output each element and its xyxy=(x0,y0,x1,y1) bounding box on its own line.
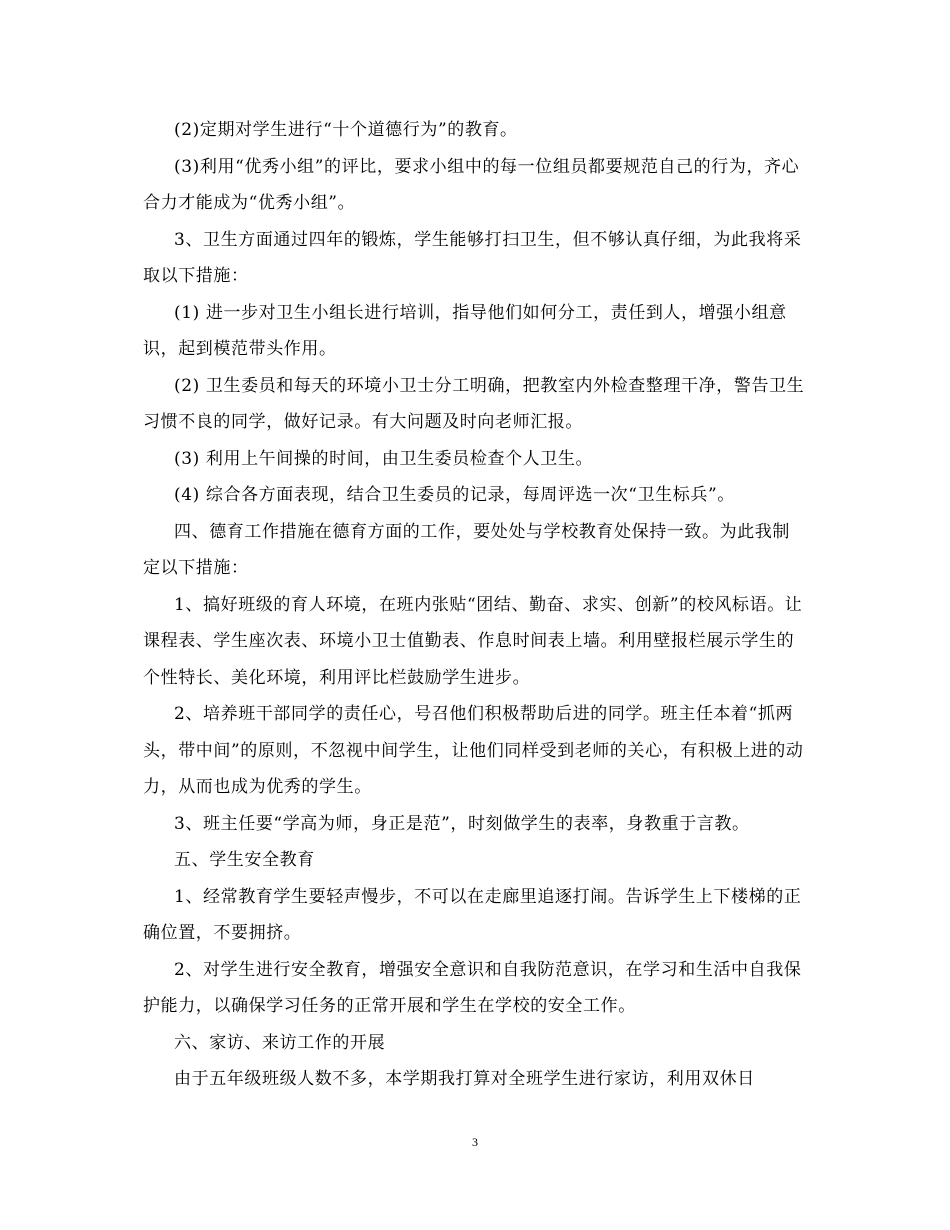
paragraph-11: 3、班主任要“学高为师，身正是范”，时刻做学生的表率，身教重于言教。 xyxy=(174,813,750,834)
paragraph-2: (3)利用“优秀小组”的评比，要求小组中的每一位组员都要规范自己的行为，齐心合力才能成为“优秀小组”。 xyxy=(143,156,800,213)
paragraph-8: 四、德育工作措施在德育方面的工作，要处处与学校教育处保持一致。为此我制定以下措施： xyxy=(143,521,790,578)
paragraph-4: (1) 进一步对卫生小组长进行培训，指导他们如何分工，责任到人，增强小组意识，起到模范带头作用。 xyxy=(143,302,787,359)
paragraph-7: (4) 综合各方面表现，结合卫生委员的记录，每周评选一次“卫生标兵”。 xyxy=(174,485,735,505)
section-heading-5: 五、学生安全教育 xyxy=(174,850,315,870)
paragraph-1: (2)定期对学生进行“十个道德行为”的教育。 xyxy=(174,120,518,140)
paragraph-3: 3、卫生方面通过四年的锻炼，学生能够打扫卫生，但不够认真仔细，为此我将采取以下措施： xyxy=(143,229,802,286)
section-heading-6: 六、家访、来访工作的开展 xyxy=(174,1032,386,1053)
paragraph-5: (2) 卫生委员和每天的环境小卫士分工明确，把教室内外检查整理干净，警告卫生习惯不良的同学，做好记录。有大问题及时向老师汇报。 xyxy=(143,375,805,432)
paragraph-16: 由于五年级班级人数不多，本学期我打算对全班学生进行家访，利用双休日 xyxy=(174,1069,755,1089)
document-body xyxy=(143,112,807,1098)
paragraph-14: 2、对学生进行安全教育，增强安全意识和自我防范意识，在学习和生活中自我保护能力，以确保学习任务的正常开展和学生在学校的安全工作。 xyxy=(143,959,802,1016)
paragraph-10: 2、培养班干部同学的责任心，号召他们积极帮助后进的同学。班主任本着“抓两头，带中间”的原则，不忽视中间学生，让他们同样受到老师的关心，有积极上进的动力，从而也成为优秀的学生。 xyxy=(143,704,804,797)
paragraph-6: (3) 利用上午间操的时间，由卫生委员检查个人卫生。 xyxy=(174,448,594,469)
paragraph-13: 1、经常教育学生要轻声慢步，不可以在走廊里追逐打闹。告诉学生上下楼梯的正确位置，不要拥挤。 xyxy=(143,886,802,943)
page-number: 3 xyxy=(472,1135,478,1149)
paragraph-9: 1、搞好班级的育人环境，在班内张贴“团结、勤奋、求实、创新”的校风标语。让课程表、学生座次表、环境小卫士值勤表、作息时间表上墙。利用壁报栏展示学生的个性特长、美化环境，利用评比栏鼓励学生进步。 xyxy=(143,594,803,688)
